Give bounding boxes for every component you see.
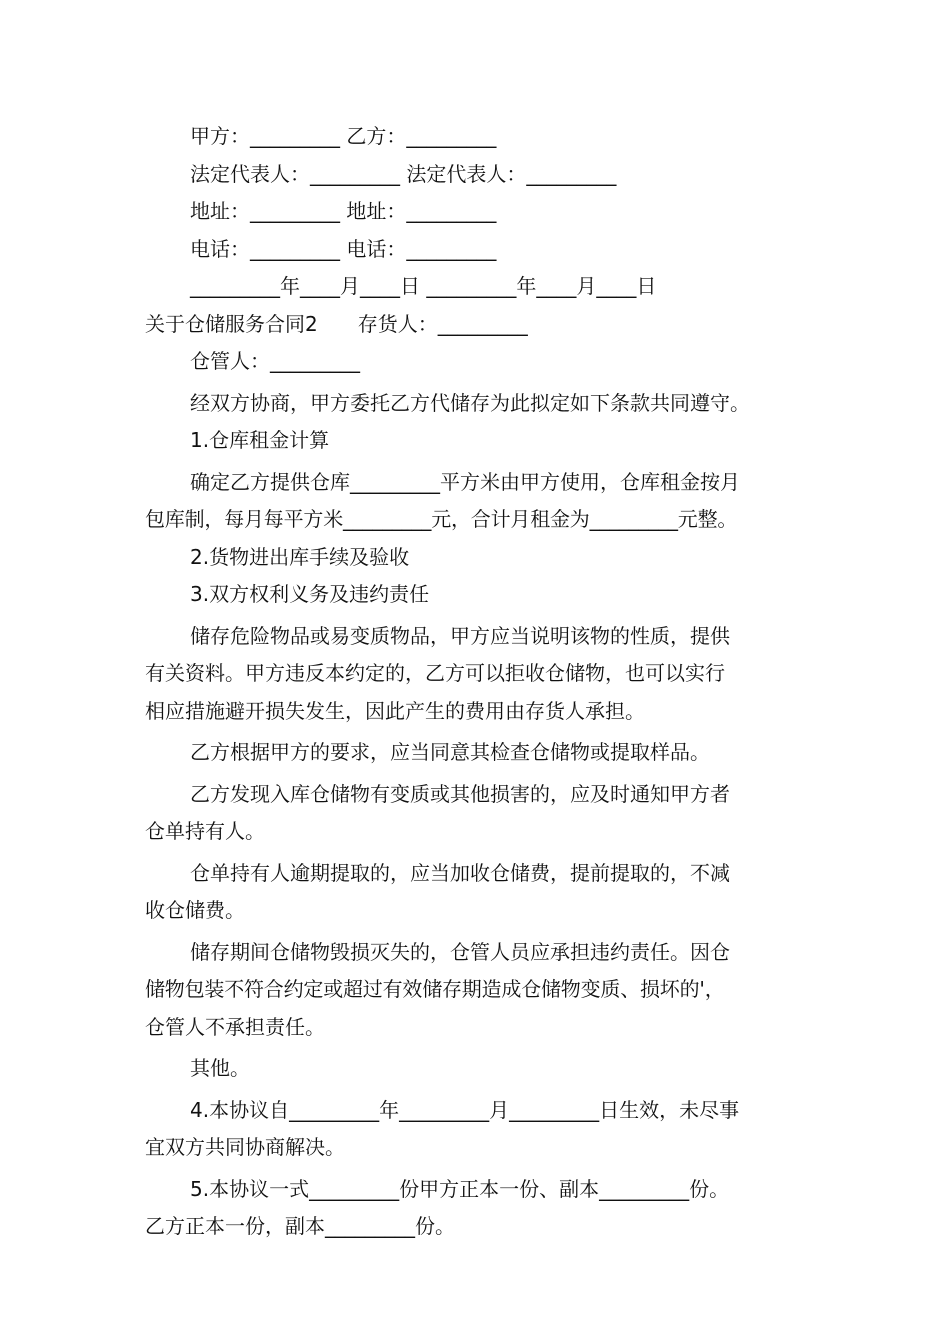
effective-date-line-1: 4.本协议自_________年_________月_________日生效，未尽事 [190,1097,740,1122]
date-line: _________年____月____日 _________年____月____日 [190,274,657,298]
address-line: 地址：_________ 地址：_________ [190,199,497,223]
late-pickup-paragraph-line-1: 仓单持有人逾期提取的，应当加收仓储费，提前提取的，不减 [190,860,730,885]
warehouse-keeper-line: 仓管人：_________ [190,349,360,373]
preamble-paragraph: 经双方协商，甲方委托乙方代储存为此拟定如下条款共同遵守。 [190,390,750,415]
section-3-heading: 3.双方权利义务及违约责任 [190,582,430,606]
copies-line-1: 5.本协议一式_________份甲方正本一份、副本_________份。 [190,1176,730,1201]
effective-date-line-2: 宜双方共同协商解决。 [145,1135,345,1159]
rent-paragraph-line-2: 包库制，每月每平方米_________元，合计月租金为_________元整。 [145,507,738,531]
hazard-paragraph-line-2: 有关资料。甲方违反本约定的，乙方可以拒收仓储物，也可以实行 [145,661,725,685]
notice-paragraph-line-2: 仓单持有人。 [145,819,265,843]
notice-paragraph-line-1: 乙方发现入库仓储物有变质或其他损害的，应及时通知甲方者 [190,781,730,806]
section-2-heading: 2.货物进出库手续及验收 [190,544,410,569]
liability-paragraph-line-3: 仓管人不承担责任。 [145,1014,325,1039]
liability-paragraph-line-2: 储物包装不符合约定或超过有效储存期造成仓储物变质、损坏的'， [145,977,725,1001]
late-pickup-paragraph-line-2: 收仓储费。 [145,898,245,922]
contract-title-line: 关于仓储服务合同2 存货人：_________ [145,311,528,336]
liability-paragraph-line-1: 储存期间仓储物毁损灭失的，仓管人员应承担违约责任。因仓 [190,939,730,964]
section-1-heading: 1.仓库租金计算 [190,428,330,452]
hazard-paragraph-line-3: 相应措施避开损失发生，因此产生的费用由存货人承担。 [145,698,645,723]
inspection-paragraph: 乙方根据甲方的要求，应当同意其检查仓储物或提取样品。 [190,740,710,764]
hazard-paragraph-line-1: 储存危险物品或易变质物品，甲方应当说明该物的性质，提供 [190,623,730,648]
phone-line: 电话：_________ 电话：_________ [190,236,497,261]
rent-paragraph-line-1: 确定乙方提供仓库_________平方米由甲方使用，仓库租金按月 [190,469,740,494]
party-names-line: 甲方：_________ 乙方：_________ [190,124,497,148]
other-paragraph: 其他。 [190,1056,250,1080]
contract-body [145,118,810,1246]
legal-representative-line: 法定代表人：_________ 法定代表人：_________ [190,161,617,186]
copies-line-2: 乙方正本一份，副本_________份。 [145,1214,455,1238]
